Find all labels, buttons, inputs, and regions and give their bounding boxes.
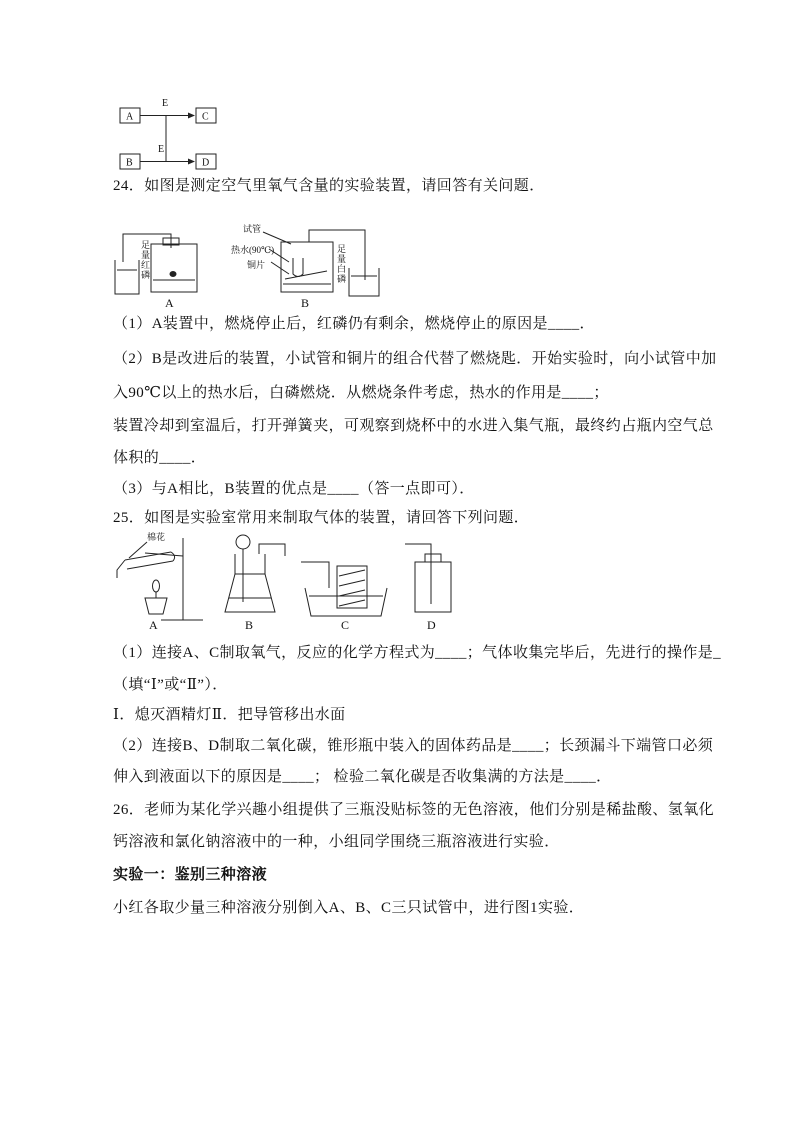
q24-part2-line4: 体积的____． [113,450,207,466]
q24-part3: （3）与A相比，B装置的优点是____（答一点即可）． [113,481,475,497]
apparatus-water-trough [301,562,387,616]
label-test-tube: 试管 [243,224,262,234]
q25-part1-line2: （填“Ⅰ”或“Ⅱ”）． [113,677,228,693]
apparatus-heating-test-tube [117,538,203,620]
flow-diagram-graphic [116,96,236,178]
q24-intro: 24．如图是测定空气里氧气含量的实验装置，请回答有关问题． [113,178,545,194]
q26-experiment-title: 实验一：鉴别三种溶液 [113,867,268,883]
flow-node-a: A [126,111,134,123]
apparatus-b-white-phosphorus [263,230,379,296]
q25-intro: 25．如图是实验室常用来制取气体的装置，请回答下列问题． [113,510,530,526]
q25-options: Ⅰ．熄灭酒精灯Ⅱ．把导管移出水面 [113,707,346,723]
q25-caption-a: A [149,618,158,632]
q24-part1: （1）A装置中，燃烧停止后，红磷仍有剩余，燃烧停止的原因是____． [113,316,595,332]
flow-node-d: D [202,157,210,169]
flow-edge-label-bottom: E [158,144,165,155]
q24-figure [113,218,403,310]
q24-part2-line2: 入90℃以上的热水后，白磷燃烧．从燃烧条件考虑，热水的作用是____； [113,385,609,401]
q26-line1: 26．老师为某化学兴趣小组提供了三瓶没贴标签的无色溶液，他们分别是稀盐酸、氢氧化 [113,802,715,818]
q24-part2-line1: （2）B是改进后的装置，小试管和铜片的组合代替了燃烧匙．开始实验时，向小试管中加 [113,351,717,367]
label-white-phosphorus: 足量白磷 [336,244,346,284]
q25-figure [113,528,463,632]
q25-figure-graphic [113,528,463,632]
label-cotton: 棉花 [147,532,166,542]
q24-part2-line3: 装置冷却到室温后，打开弹簧夹，可观察到烧杯中的水进入集气瓶，最终约占瓶内空气总 [113,418,714,434]
flow-diagram [116,96,236,178]
flow-node-b: B [126,157,133,169]
flow-edge-label-top: E [162,98,169,109]
q24-caption-a: A [165,296,174,310]
q25-part2-line1: （2）连接B、D制取二氧化碳，锥形瓶中装入的固体药品是____；长颈漏斗下端管口必须 [113,738,714,754]
flow-node-c: C [202,111,209,123]
label-hot-water: 热水(90℃) [231,245,275,255]
q24-caption-b: B [301,296,310,310]
label-red-phosphorus: 足量红磷 [140,240,150,280]
q25-caption-b: B [245,618,254,632]
label-copper: 铜片 [247,260,266,270]
apparatus-gas-bottle [405,544,451,612]
q25-part2-line2: 伸入到液面以下的原因是____； 检验二氧化碳是否收集满的方法是____． [113,769,612,785]
q25-part1-line1: （1）连接A、C制取氧气，反应的化学方程式为____；气体收集完毕后，先进行的操作是_ [113,645,722,661]
q26-line2: 钙溶液和氯化钠溶液中的一种，小组同学围绕三瓶溶液进行实验． [113,834,560,850]
apparatus-flask-funnel [225,535,285,612]
q25-caption-d: D [427,618,436,632]
q26-last-line: 小红各取少量三种溶液分别倒入A、B、C三只试管中，进行图1实验． [113,900,585,916]
q25-caption-c: C [341,618,350,632]
apparatus-a-red-phosphorus [115,234,197,294]
